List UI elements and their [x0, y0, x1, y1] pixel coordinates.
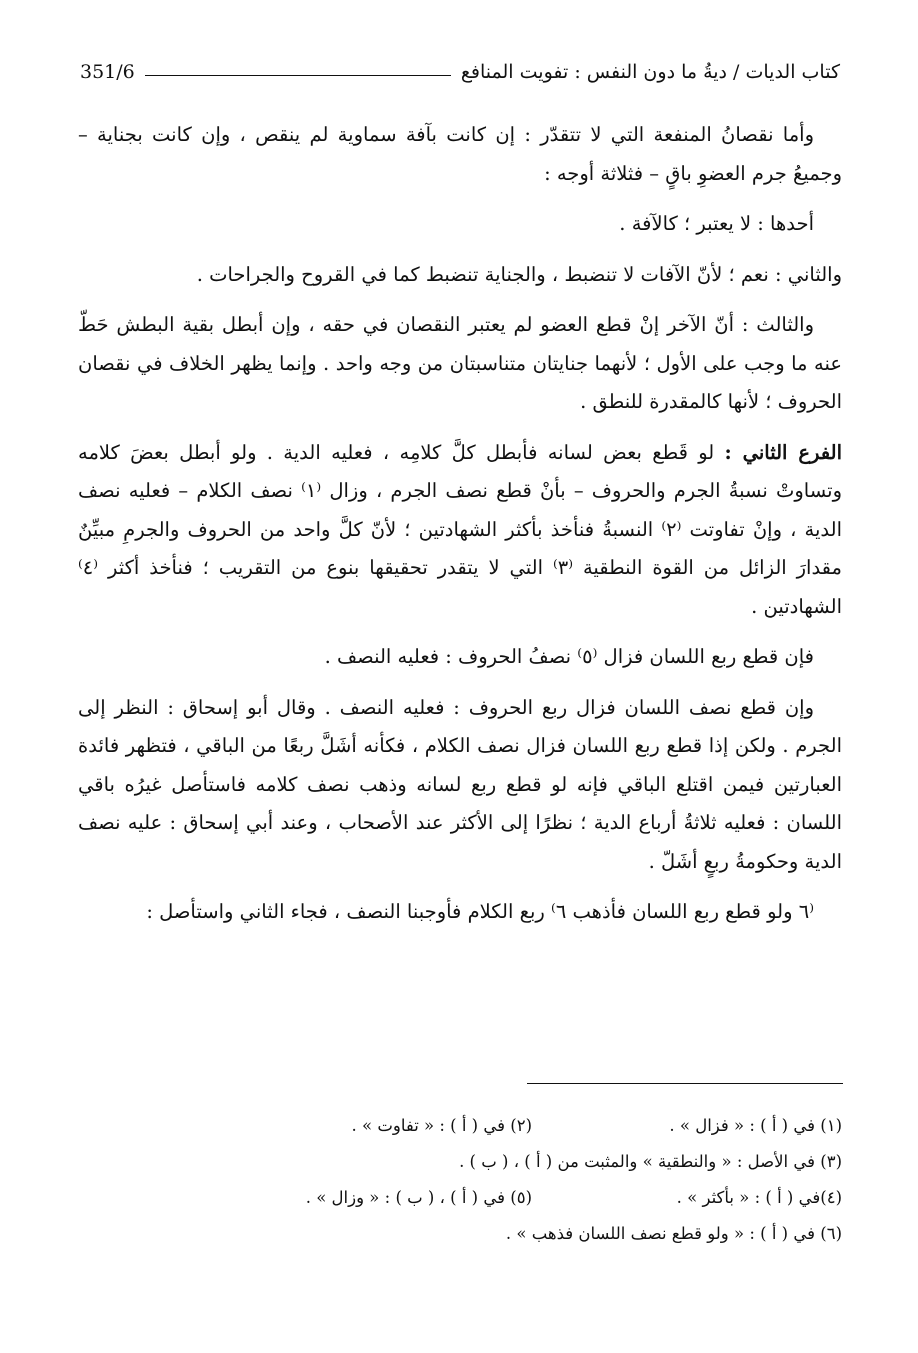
paragraph-7: وإن قطع نصف اللسان فزال ربع الحروف : فعليه النصف . وقال أبو إسحاق : النظر إلى الجرم . ولكن إذا قطع ربع اللسان فزال نصف الكلام ، فكأنه أشَلَّ ربعًا من الباقي ، فتظهر فائدة العبارتين فيمن اقتلع الباقي فإنه لو قطع ربع لسانه وذهب نصف كلامه فاستأصل غيرُه باقي اللسان : فعليه ثلاثةُ أرباع الدية ؛ نظرًا إلى الأكثر عند الأصحاب ، وعند أبي إسحاق : عليه نصف الدية وحكومةُ ربعٍ أشَلّ .: [78, 695, 842, 873]
footnote-6: (٦) في ( أ ) : « ولو قطع نصف اللسان فذهب » .: [505, 1224, 842, 1243]
footnote-1: (١) في ( أ ) : « فزال » .: [669, 1116, 842, 1135]
footnote-4: (٤)في ( أ ) : « بأكثر » .: [676, 1188, 842, 1207]
footnote-5: (٥) في ( أ ) ، ( ب ) : « وزال » .: [305, 1188, 532, 1207]
paragraph-8: ⁽٦ ولو قطع ربع اللسان فأذهب ٦⁾ ربع الكلام فأوجبنا النصف ، فجاء الثاني واستأصل :: [146, 900, 814, 923]
header-rule: [145, 75, 451, 76]
paragraph-5: [78, 434, 842, 627]
footnote-2: (٢) في ( أ ) : « تفاوت » .: [351, 1116, 532, 1135]
page-number: 351/6: [80, 61, 135, 83]
footnote-row: [78, 1108, 842, 1144]
paragraph-3: والثاني : نعم ؛ لأنّ الآفات لا تنضبط ، والجناية تنضبط كما في القروح والجراحات .: [196, 262, 842, 286]
paragraph-4: والثالث : أنّ الآخر إنْ قطع العضو لم يعتبر النقصان في حقه ، وإن أبطل بقية البطش حَطّ عنه ما وجب على الأول ؛ لأنهما جنايتان متناسبتان من وجه واحد . وإنما يظهر الخلاف في نقصان الحروف ؛ لأنها كالمقدرة للنطق .: [78, 313, 842, 413]
footnotes: [78, 1108, 842, 1252]
header-title: كتاب الديات / ديةُ ما دون النفس : تفويت المنافع: [460, 61, 840, 83]
footnote-row: [78, 1180, 842, 1216]
paragraph-2: أحدها : لا يعتبر ؛ كالآفة .: [619, 212, 814, 235]
paragraph-5-text: لو قَطع بعض لسانه فأبطل كلَّ كلامِه ، فعليه الدية . ولو أبطل بعضَ كلامه وتساوتْ نسبةُ الجرم والحروف – بأنْ قطع نصف الجرم ، وزال ⁽١⁾ نصف الكلام – فعليه نصف الدية ، وإنْ تفاوتت ⁽٢⁾ النسبةُ فنأخذ بأكثر الشهادتين ؛ لأنّ كلَّ واحد من الحروف والجرمِ مبيِّنٌ مقدارَ الزائل من القوة النطقية ⁽٣⁾ التي لا يتقدر تحقيقها بنوع من التقريب ؛ فنأخذ أكثر ⁽٤⁾ الشهادتين .: [78, 440, 842, 618]
footnote-row: [78, 1216, 842, 1252]
main-text: [78, 116, 842, 944]
footnote-separator: [527, 1083, 843, 1084]
paragraph-6: فإن قطع ربع اللسان فزال ⁽٥⁾ نصفُ الحروف : فعليه النصف .: [324, 645, 814, 668]
paragraph-1: وأما نقصانُ المنفعة التي لا تتقدّر : إن كانت بآفة سماوية لم ينقص ، وإن كانت بجناية – وجميعُ جرم العضوِ باقٍ – فثلاثة أوجه :: [78, 123, 842, 185]
section-heading: الفرع الثاني :: [724, 440, 842, 464]
running-header: [80, 52, 840, 92]
footnote-3: (٣) في الأصل : « والنطقية » والمثبت من ( أ ) ، ( ب ) .: [459, 1152, 842, 1171]
footnote-row: [78, 1144, 842, 1180]
